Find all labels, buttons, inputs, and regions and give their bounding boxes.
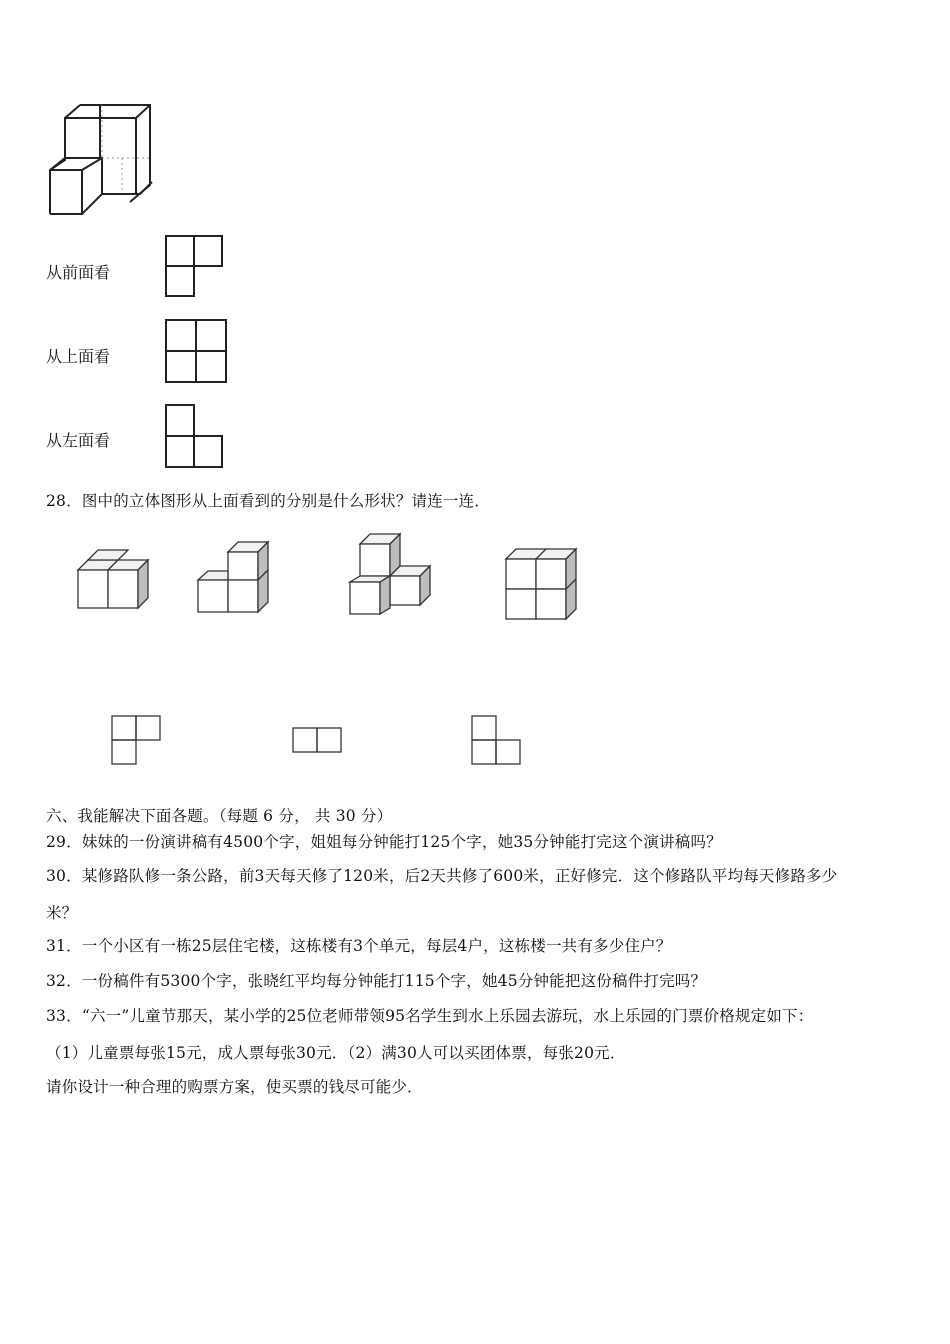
section-6-title: 六、我能解决下面各题。（每题 6 分， 共 30 分） bbox=[46, 807, 393, 825]
solid-figure-3 bbox=[348, 532, 438, 622]
solid-figure-1 bbox=[76, 550, 166, 620]
solid-figure-4 bbox=[503, 547, 593, 637]
answer-shape-a bbox=[110, 714, 170, 774]
question-33-line2: （1）儿童票每张15元，成人票每张30元．（2）满30人可以买团体票，每张20元． bbox=[46, 1044, 626, 1062]
question-31: 31．一个小区有一栋25层住宅楼，这栋楼有3个单元，每层4户，这栋楼一共有多少住户？ bbox=[46, 937, 672, 955]
question-33-line3: 请你设计一种合理的购票方案，使买票的钱尽可能少． bbox=[46, 1078, 423, 1096]
top-view-grid bbox=[163, 317, 233, 387]
left-view-grid bbox=[163, 402, 233, 472]
question-30-line2: 米？ bbox=[46, 904, 78, 922]
front-view-grid bbox=[163, 233, 233, 303]
stacked-cubes-figure bbox=[40, 100, 160, 230]
front-view-label: 从前面看 bbox=[46, 263, 111, 282]
top-view-label: 从上面看 bbox=[46, 347, 111, 366]
question-28: 28．图中的立体图形从上面看到的分别是什么形状？请连一连． bbox=[46, 492, 491, 510]
question-30-line1: 30．某修路队修一条公路，前3天每天修了120米，后2天共修了600米，正好修完．这个修路队平均每天修路多少 bbox=[46, 867, 838, 885]
question-33-line1: 33．“六一”儿童节那天，某小学的25位老师带领95名学生到水上乐园去游玩，水上乐园的门票价格规定如下： bbox=[46, 1007, 814, 1025]
left-view-label: 从左面看 bbox=[46, 431, 111, 450]
solid-figure-2 bbox=[196, 540, 286, 630]
question-32: 32．一份稿件有5300个字，张晓红平均每分钟能打115个字，她45分钟能把这份稿件打完吗？ bbox=[46, 972, 707, 990]
answer-shape-c bbox=[470, 714, 530, 774]
answer-shape-b bbox=[291, 726, 351, 766]
question-29: 29．妹妹的一份演讲稿有4500个字，姐姐每分钟能打125个字，她35分钟能打完这个演讲稿吗？ bbox=[46, 833, 722, 851]
